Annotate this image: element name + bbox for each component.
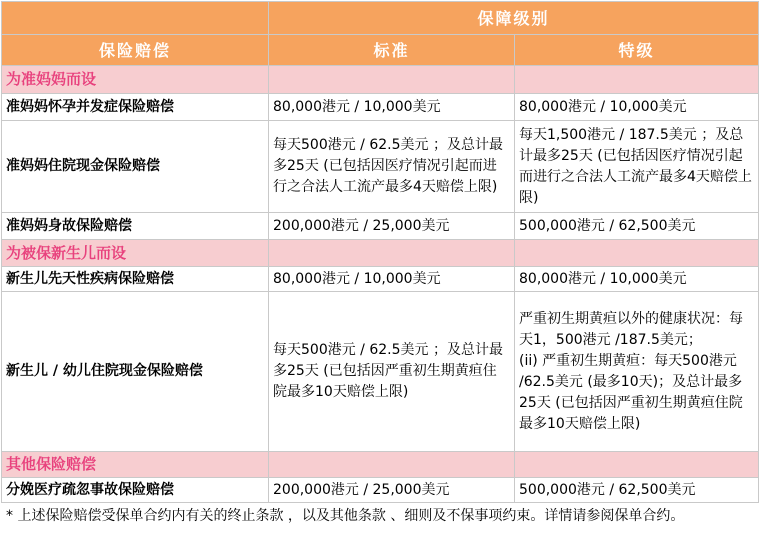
section-fill [269,452,515,478]
table-row [2,478,759,503]
standard-value: 每天500港元 / 62.5美元 ；及总计最多25天 (已包括因医疗情况引起而进行之合法人工流产最多4天赔偿上限) [269,121,515,213]
table-row [2,94,759,121]
section-row [2,66,759,94]
section-fill [515,240,759,267]
standard-value: 每天500港元 / 62.5美元 ；及总计最多25天 (已包括因严重初生期黄疸住院最多10天赔偿上限) [269,292,515,452]
premium-value: 500,000港元 / 62,500美元 [515,213,759,240]
level-title: 保障级别 [269,2,759,35]
benefit-label: 准妈妈怀孕并发症保险赔偿 [2,94,269,121]
standard-value: 200,000港元 / 25,000美元 [269,478,515,503]
header-row-level [2,2,759,35]
table-row [2,213,759,240]
premium-value: 500,000港元 / 62,500美元 [515,478,759,503]
section-fill [269,240,515,267]
section-fill [515,66,759,94]
benefit-label: 准妈妈身故保险赔偿 [2,213,269,240]
section-fill [269,66,515,94]
section-fill [515,452,759,478]
col-standard-header: 标准 [269,35,515,66]
section-row [2,452,759,478]
col-benefit-header: 保险赔偿 [2,35,269,66]
standard-value: 80,000港元 / 10,000美元 [269,267,515,292]
premium-value: 80,000港元 / 10,000美元 [515,94,759,121]
benefit-label: 新生儿 / 幼儿住院现金保险赔偿 [2,292,269,452]
section-title: 为被保新生儿而设 [2,240,269,267]
table-row [2,267,759,292]
header-blank-cell [2,2,269,35]
benefits-table [1,1,759,503]
benefit-label: 准妈妈住院现金保险赔偿 [2,121,269,213]
table-row [2,292,759,452]
table-row [2,121,759,213]
section-row [2,240,759,267]
col-premium-header: 特级 [515,35,759,66]
standard-value: 80,000港元 / 10,000美元 [269,94,515,121]
header-row-columns [2,35,759,66]
section-title: 为准妈妈而设 [2,66,269,94]
benefit-label: 分娩医疗疏忽事故保险赔偿 [2,478,269,503]
standard-value: 200,000港元 / 25,000美元 [269,213,515,240]
premium-value: 80,000港元 / 10,000美元 [515,267,759,292]
section-title: 其他保险赔偿 [2,452,269,478]
premium-value: 严重初生期黄疸以外的健康状况：每天1，500港元 /187.5美元； (ii) 严重初生期黄疸：每天500港元 /62.5美元 (最多10天)；及总计最多25天 (已包括因严重初生期黄疸住院最多10天赔偿上限) [515,292,759,452]
footnote: * 上述保险赔偿受保单合约内有关的终止条款 ，以及其他条款 、细则及不保事项约束。详情请参阅保单合约。 [6,508,685,524]
premium-value: 每天1,500港元 / 187.5美元 ；及总计最多25天 (已包括因医疗情况引起而进行之合法人工流产最多4天赔偿上限) [515,121,759,213]
benefit-label: 新生儿先天性疾病保险赔偿 [2,267,269,292]
